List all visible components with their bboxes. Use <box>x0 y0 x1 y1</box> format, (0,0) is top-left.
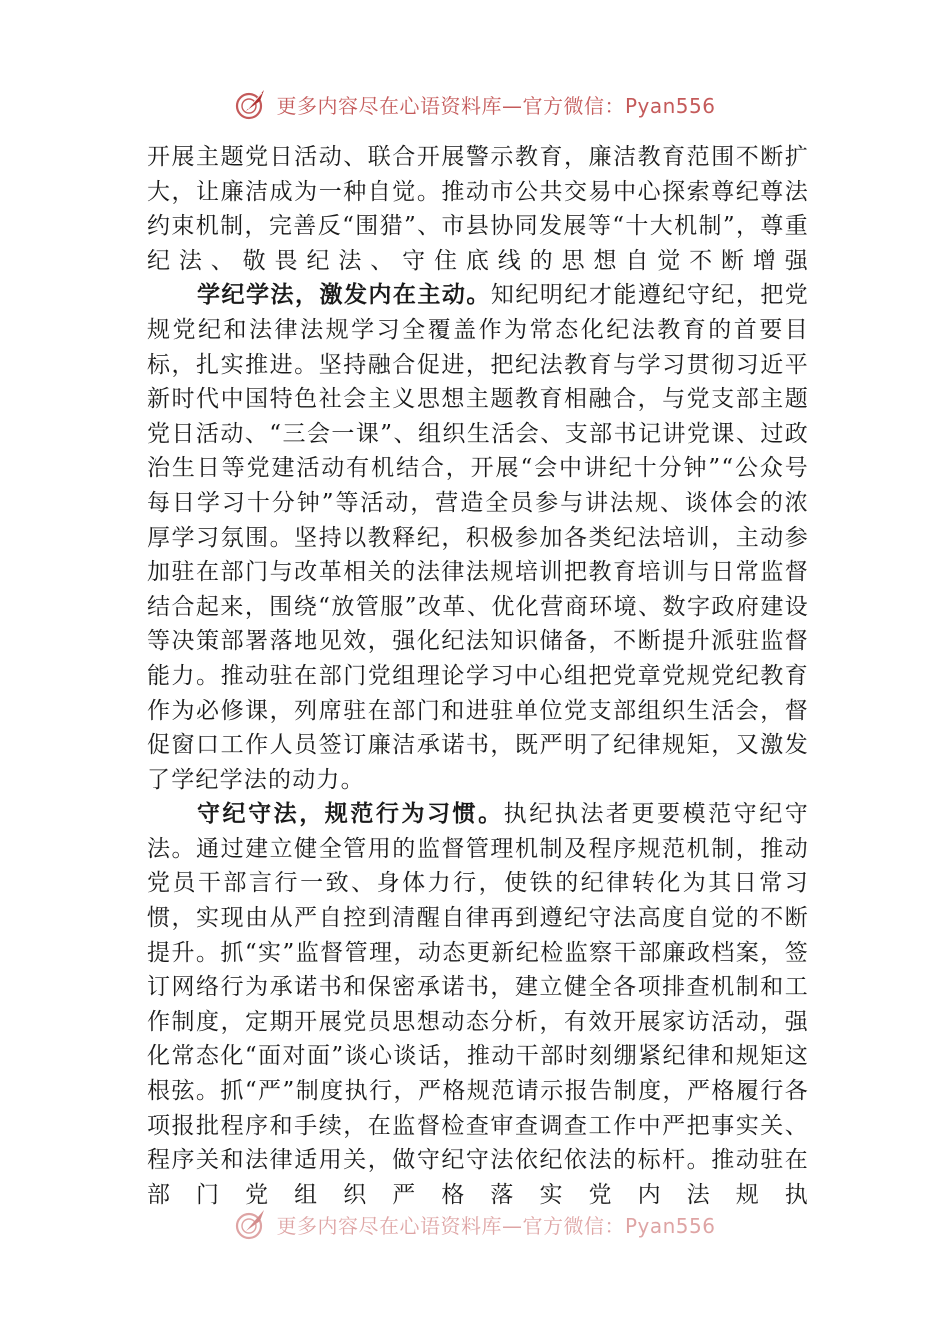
watermark-text: 更多内容尽在心语资料库—官方微信：Pyan556 <box>276 1213 716 1238</box>
paragraph-lead-heading: 学纪学法，激发内在主动。 <box>197 281 491 309</box>
paragraph-text: 知纪明纪才能遵纪守纪，把党规党纪和法律法规学习全覆盖作为常态化纪法教育的首要目标，扎实推进。坚持融合促进，把纪法教育与学习贯彻习近平新时代中国特色社会主义思想主题教育相融合，与党支部主题党日活动、“三会一课”、组织生活会、支部书记讲党课、过政治生日等党建活动有机结合，开展“会中讲纪十分钟”“公众号每日学习十分钟”等活动，营造全员参与讲法规、谈体会的浓厚学习氛围。坚持以教释纪，积极参加各类纪法培训，主动参加驻在部门与改革相关的法律法规培训把教育培训与日常监督结合起来，围绕“放管服”改革、优化营商环境、数字政府建设等决策部署落地见效，强化纪法知识储备，不断提升派驻监督能力。推动驻在部门党组理论学习中心组把党章党规党纪教育作为必修课，列席驻在部门和进驻单位党支部组织生活会，督促窗口工作人员签订廉洁承诺书，既严明了纪律规矩，又激发了学纪学法的动力。 <box>147 282 809 793</box>
document-body <box>147 140 809 1212</box>
quill-seal-icon <box>234 1207 268 1241</box>
watermark-text: 更多内容尽在心语资料库—官方微信：Pyan556 <box>276 93 716 118</box>
paragraph-text: 执纪执法者更要模范守纪守法。通过建立健全管用的监督管理机制及程序规范机制，推动党员干部言行一致、身体力行，使铁的纪律转化为其日常习惯，实现由从严自控到清醒自律再到遵纪守法高度自觉的不断提升。抓“实”监督管理，动态更新纪检监察干部廉政档案，签订网络行为承诺书和保密承诺书，建立健全各项排查机制和工作制度，定期开展党员思想动态分析，有效开展家访活动，强化常态化“面对面”谈心谈话，推动干部时刻绷紧纪律和规矩这根弦。抓“严”制度执行，严格规范请示报告制度，严格履行各项报批程序和手续，在监督检查审查调查工作中严把事实关、程序关和法律适用关，做守纪守法依纪依法的标杆。推动驻在部门党组织严格落实党内法规执 <box>147 801 809 1208</box>
paragraph-text: 开展主题党日活动、联合开展警示教育，廉洁教育范围不断扩大，让廉洁成为一种自觉。推动市公共交易中心探索尊纪尊法约束机制，完善反“围猎”、市县协同发展等“十大机制”，尊重纪法、敬畏纪法、守住底线的思想自觉不断增强 <box>147 144 809 274</box>
quill-seal-icon <box>234 87 268 121</box>
watermark-footer <box>0 1204 950 1244</box>
watermark-header <box>0 84 950 124</box>
paragraph-3 <box>147 797 809 1212</box>
paragraph-1 <box>147 140 809 278</box>
paragraph-lead-heading: 守纪守法，规范行为习惯。 <box>197 800 504 828</box>
paragraph-2 <box>147 278 809 797</box>
